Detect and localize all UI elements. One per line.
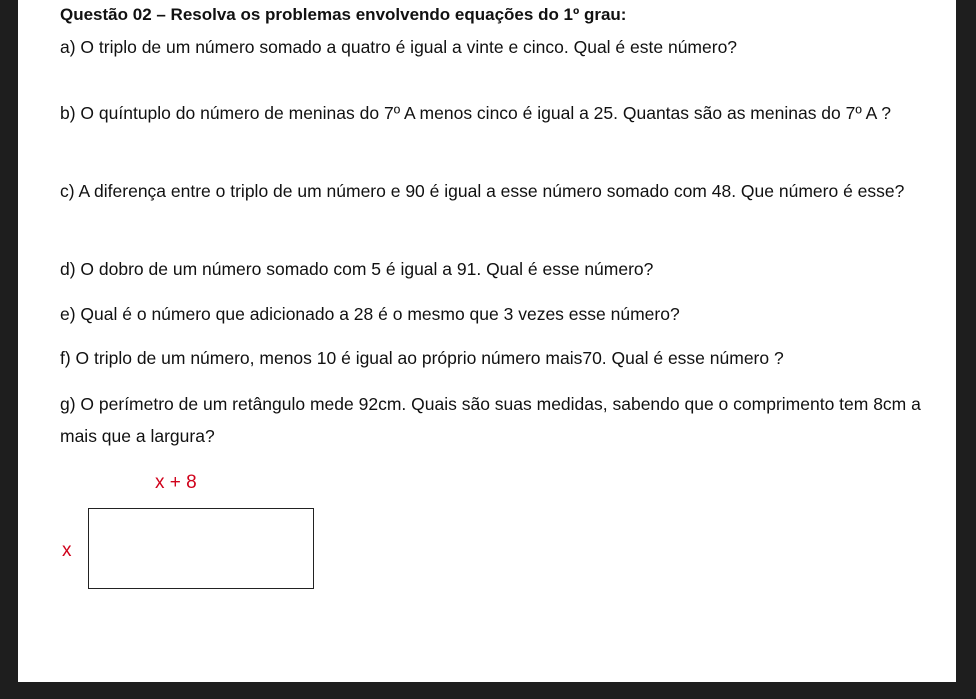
question-a: a) O triplo de um número somado a quatro é igual a vinte e cinco. Qual é este número? bbox=[60, 37, 738, 57]
rectangle-length-label: x + 8 bbox=[155, 472, 197, 493]
rectangle-width-label: x bbox=[62, 540, 72, 561]
question-d: d) O dobro de um número somado com 5 é igual a 91. Qual é esse número? bbox=[60, 259, 654, 279]
worksheet-page bbox=[18, 0, 956, 682]
question-title: Questão 02 – Resolva os problemas envolvendo equações do 1º grau: bbox=[60, 5, 627, 24]
question-g: g) O perímetro de um retângulo mede 92cm. Quais são suas medidas, sabendo que o comprimento tem 8cm a mais que a largura? bbox=[60, 394, 921, 446]
question-e: e) Qual é o número que adicionado a 28 é o mesmo que 3 vezes esse número? bbox=[60, 304, 680, 324]
rectangle-diagram bbox=[88, 508, 314, 589]
question-f: f) O triplo de um número, menos 10 é igual ao próprio número mais70. Qual é esse número ? bbox=[60, 348, 784, 368]
question-c: c) A diferença entre o triplo de um número e 90 é igual a esse número somado com 48. Que número é esse? bbox=[60, 181, 905, 201]
question-b: b) O quíntuplo do número de meninas do 7º A menos cinco é igual a 25. Quantas são as meninas do 7º A ? bbox=[60, 103, 891, 123]
